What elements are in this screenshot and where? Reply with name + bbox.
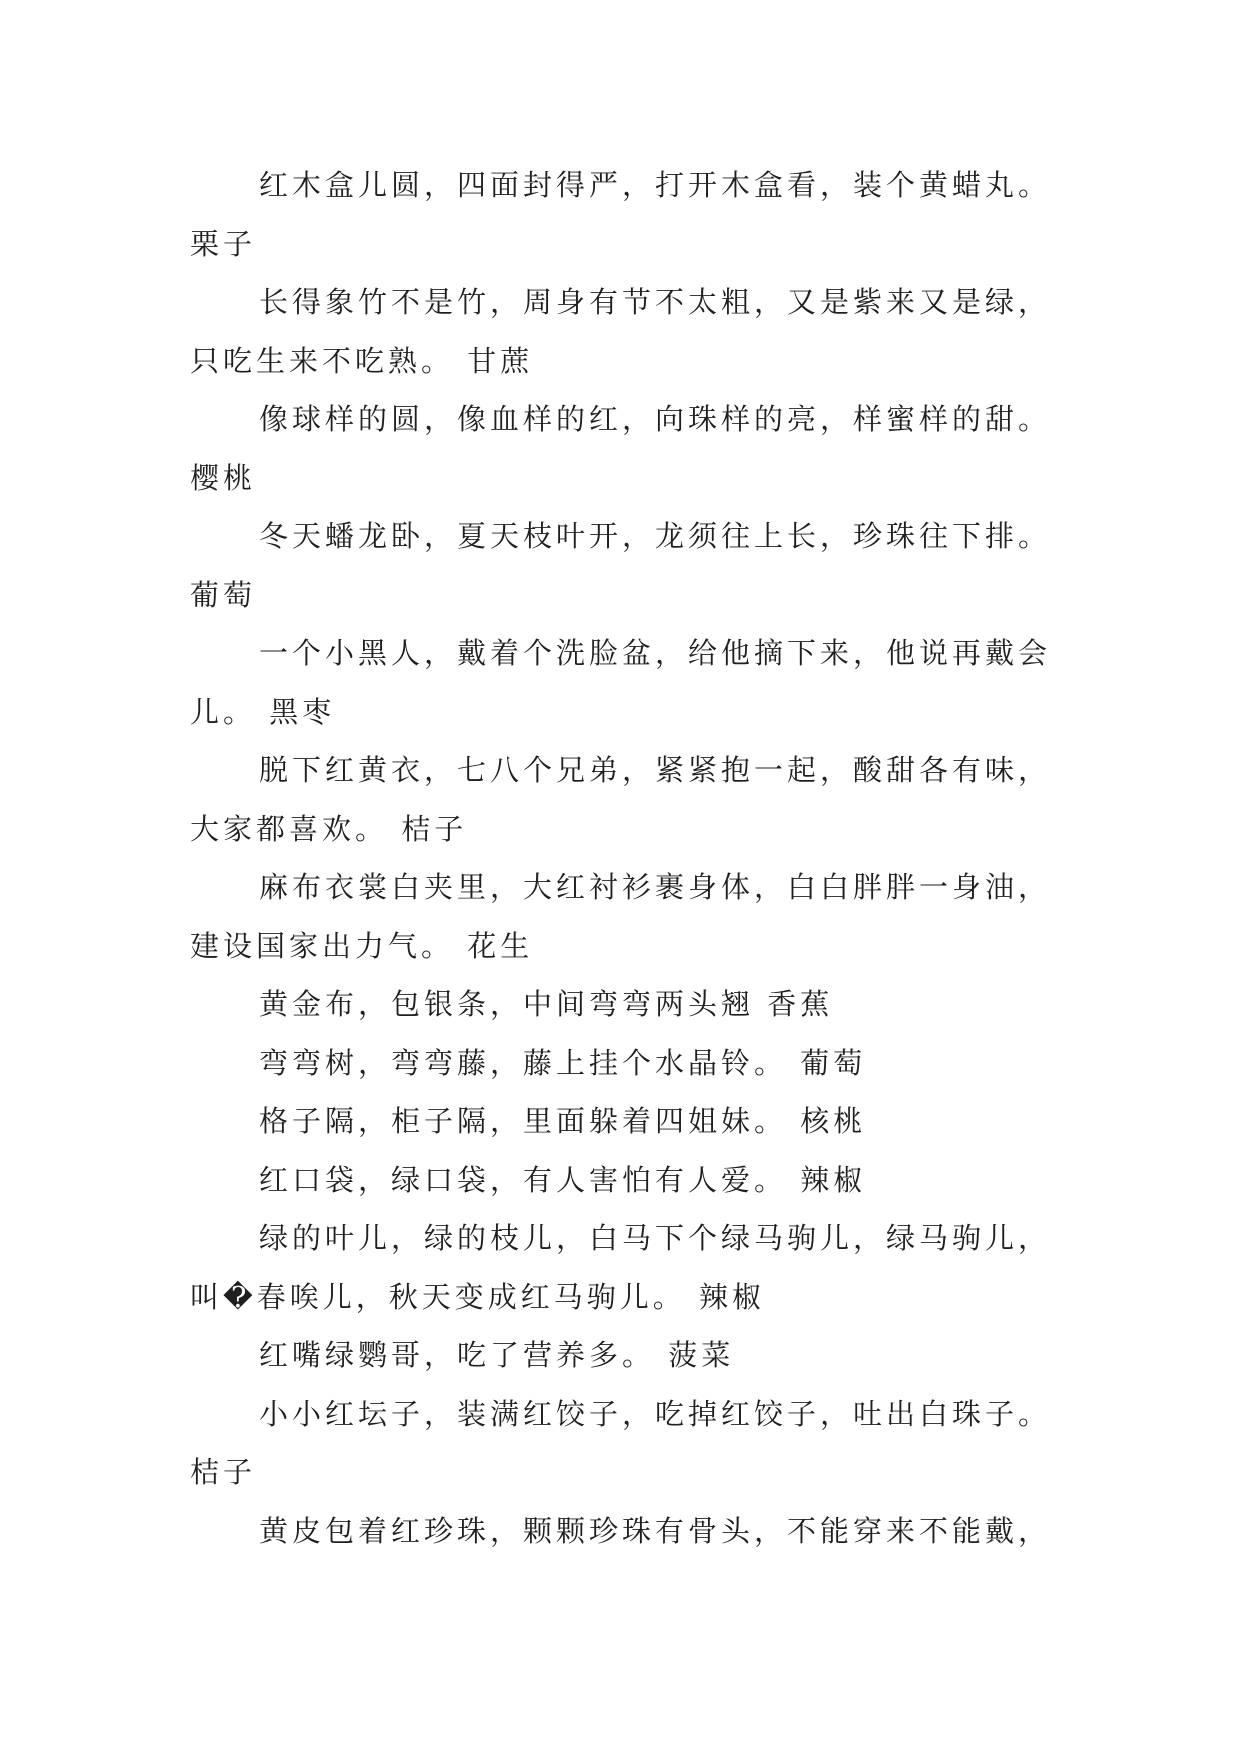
- riddle-paragraph: 红嘴绿鹦哥，吃了营养多。 菠菜: [259, 1338, 735, 1372]
- riddle-paragraph: 黄皮包着红珍珠，颗颗珍珠有骨头，不能穿来不能戴，: [259, 1513, 1052, 1548]
- riddle-paragraph: 脱下红黄衣，七八个兄弟，紧紧抱一起，酸甜各有味，大家都喜欢。 桔子: [190, 753, 1052, 846]
- riddle-paragraph: 长得象竹不是竹，周身有节不太粗，又是紫来又是绿，只吃生来不吃熟。 甘蔗: [190, 285, 1052, 378]
- riddle-paragraph: 红口袋，绿口袋，有人害怕有人爱。 辣椒: [259, 1162, 867, 1197]
- riddle-paragraph: 绿的叶儿，绿的枝儿，白马下个绿马驹儿，绿马驹儿，叫�春唉儿，秋天变成红马驹儿。 辣椒: [190, 1221, 1052, 1314]
- riddle-paragraph: 像球样的圆，像血样的红，向珠样的亮，样蜜样的甜。樱桃: [190, 402, 1052, 495]
- riddle-paragraph: 一个小黑人，戴着个洗脸盆，给他摘下来，他说再戴会儿。 黑枣: [190, 636, 1052, 729]
- riddle-paragraph: 小小红坛子，装满红饺子，吃掉红饺子，吐出白珠子。桔子: [190, 1396, 1052, 1489]
- riddle-paragraph: 格子隔，柜子隔，里面躲着四姐妹。 核桃: [259, 1104, 867, 1138]
- document-body: [190, 156, 1070, 1560]
- riddle-paragraph: 黄金布，包银条，中间弯弯两头翘 香蕉: [259, 987, 834, 1021]
- riddle-paragraph: 红木盒儿圆，四面封得严，打开木盒看，装个黄蜡丸。栗子: [190, 168, 1052, 261]
- riddle-paragraph: 冬天蟠龙卧，夏天枝叶开，龙须往上长，珍珠往下排。葡萄: [190, 519, 1052, 612]
- riddle-paragraph: 弯弯树，弯弯藤，藤上挂个水晶铃。 葡萄: [259, 1045, 867, 1080]
- riddle-paragraph: 麻布衣裳白夹里，大红衬衫裹身体，白白胖胖一身油，建设国家出力气。 花生: [190, 870, 1052, 963]
